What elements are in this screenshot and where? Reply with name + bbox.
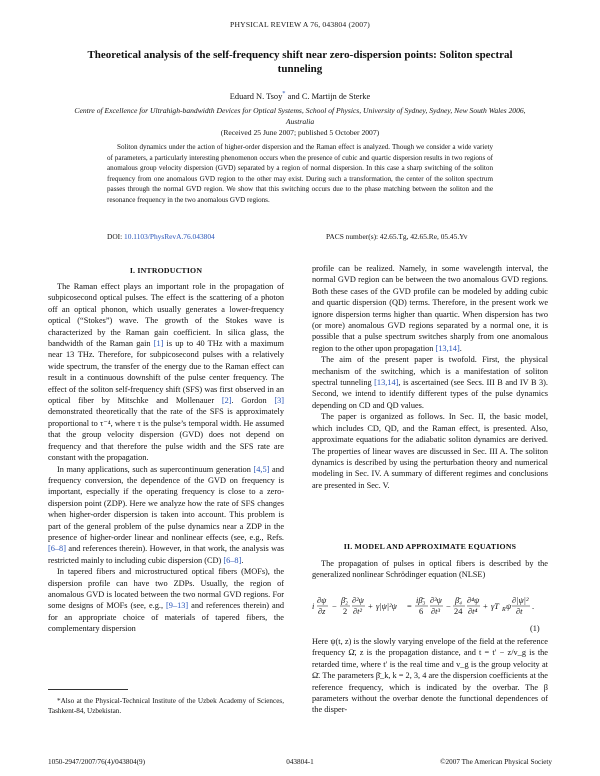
- paper-title: Theoretical analysis of the self-frequency shift near zero-dispersion points: Soliton spectral tunneling: [87, 49, 513, 75]
- svg-text:γ|ψ|²ψ: γ|ψ|²ψ: [376, 602, 397, 611]
- equation-number: (1): [530, 624, 540, 633]
- right-paragraph-3: The paper is organized as follows. In Sec. II, the basic model, which includes CD, QD, and the Raman effect, is presented. Also, approximate equations for the adiabatic soliton dynamics are derived. The properties of linear waves are discussed in Sec. III A. The soliton dynamics is described by using the perturbation theory and numerical modeling in Sec. IV. A summary of different regimes and conclusions are presented in Sec. V.: [312, 412, 548, 490]
- svg-text:∂ψ: ∂ψ: [317, 596, 327, 605]
- svg-text:.: .: [532, 602, 535, 611]
- doi-label: DOI:: [107, 232, 125, 241]
- svg-text:∂²ψ: ∂²ψ: [352, 596, 364, 605]
- intro-paragraph-2: In many applications, such as supercontinuum generation [4,5] and frequency conversion, the dependence of the GVD on frequency is important, especially if the operating frequency is close to a zero-dispersion point (ZDP). Here we analyze how the rate of SFS changes when higher-order dispersion is taken into account. This problem is part of the general problem of the pulse dynamics near a ZDP in the presence of higher-order linear and nonlinear effects (see, e.g., Refs. [6–8] and references therein). However, in that work, the analysis was restricted mainly to including cubic dispersion (CD) [6–8].: [48, 464, 284, 565]
- svg-text:24: 24: [454, 607, 463, 616]
- intro-paragraph-1: The Raman effect plays an important role in the propagation of subpicosecond optical pulses. The effect is the scattering of a photon off an optical phonon, which usually generates a lower-frequency optical (“Stokes”) wave. The growth of the Stokes wave is characterized by the Raman gain coefficient. In silica glass, the bandwidth of the Raman gain [1] is up to 40 THz with a maximum near 13 THz. Therefore, for subpicosecond pulses with a relatively wide spectrum, the transfer of the energy due to the Raman effect can result in a continuous downshift of the pulse center frequency. The effect of the soliton self-frequency shift (SFS) was first observed in an optical fiber by Mitschke and Mollenauer [2]. Gordon [3] demonstrated theoretically that the rate of the SFS is approximately proportional to τ⁻⁴, where τ is the pulse’s temporal width. He assumed that the group velocity dispersion (GVD) does not depend on frequency and that therefore the pulse width and the SFS rate are constant with the propagation.: [48, 282, 284, 463]
- svg-text:R: R: [502, 607, 506, 613]
- svg-text:2: 2: [343, 607, 348, 616]
- right-paragraph-2: The aim of the present paper is twofold. First, the physical mechanism of the switching, which is a manifestation of soliton spectral tunneling [13,14], is ascertained (see Secs. III B and IV B 3). Second, we intend to identify different types of the pulse dynamics depending on CD and QD values.: [312, 355, 548, 410]
- svg-text:∂|ψ|²: ∂|ψ|²: [512, 596, 529, 605]
- svg-text:γT: γT: [491, 602, 499, 611]
- model-continuation: [312, 636, 548, 716]
- citation-link[interactable]: [6–8]: [223, 555, 242, 565]
- svg-text:+: +: [368, 602, 373, 611]
- citation-link[interactable]: [3]: [274, 396, 284, 406]
- svg-text:−: −: [332, 602, 337, 611]
- model-paragraph-2: Here ψ(t, z) is the slowly varying envelope of the field at the reference frequency Ω̄, z is the propagation distance, and t = t′ − z/v_g is the retarded time, where t′ is the real time and v_g is the group velocity at Ω̄. The parameters β̄_k, k = 2, 3, 4 are the dispersion coefficients at the reference frequency, which is indicated by the overbar. The β parameters without the overbar denote the functional dependences of the disper-: [312, 637, 548, 715]
- citation-link[interactable]: [13,14]: [435, 343, 460, 353]
- footnote-marker-link[interactable]: *: [282, 90, 286, 97]
- author-name-second: and C. Martijn de Sterke: [285, 91, 371, 101]
- svg-text:6: 6: [419, 607, 424, 616]
- svg-text:∂⁴ψ: ∂⁴ψ: [467, 596, 480, 605]
- svg-text:∂t: ∂t: [516, 607, 523, 616]
- svg-text:i: i: [312, 602, 315, 611]
- citation-link[interactable]: [9–13]: [166, 601, 189, 611]
- footnote: *Also at the Physical-Technical Institute of the Uzbek Academy of Sciences, Tashkent-84, Uzbekistan.: [48, 697, 284, 715]
- svg-text:β̄₄: β̄₄: [455, 596, 463, 605]
- author-line: [0, 90, 600, 101]
- doi-link[interactable]: 10.1103/PhysRevA.76.043804: [124, 232, 215, 241]
- footer-page-number: 043804-1: [286, 758, 314, 766]
- pacs-numbers: PACS number(s): 42.65.Tg, 42.65.Re, 05.45.Yv: [326, 232, 468, 241]
- footer-copyright: ©2007 The American Physical Society: [440, 758, 552, 766]
- footer-issn: 1050-2947/2007/76(4)/043804(9): [48, 758, 146, 766]
- citation-link[interactable]: [6–8]: [48, 544, 66, 554]
- citation-link[interactable]: [1]: [153, 339, 164, 349]
- author-name-first: Eduard N. Tsoy: [229, 91, 283, 101]
- right-paragraph-1: profile can be realized. Namely, in some wavelength interval, the normal GVD region can be between the two anomalous GVD regions. Both these cases of the GVD profile can be modeled by adding cubic and quartic dispersion (QD) terms. Therefore, in the present work we ignore dispersion terms higher than quartic. When dispersion has two (or more) anomalous GVD regions separated by a normal one, it is possible that a pulse spectrum switches sharply from one anomalous region to the other upon propagation [13,14].: [312, 264, 548, 353]
- affiliation: Centre of Excellence for Ultrahigh-bandwidth Devices for Optical Systems, School of Physics, University of Sydney, Sydney, New South Wales 2006, Australia: [74, 106, 526, 126]
- svg-text:iβ̄₃: iβ̄₃: [416, 596, 426, 605]
- footnote-divider: [48, 689, 128, 690]
- model-intro: [312, 558, 548, 581]
- doi-line: [107, 232, 215, 241]
- svg-text:∂z: ∂z: [318, 607, 326, 616]
- svg-text:∂t³: ∂t³: [431, 607, 440, 616]
- svg-text:−: −: [446, 602, 451, 611]
- section-heading-introduction: I. INTRODUCTION: [129, 266, 203, 275]
- abstract: Soliton dynamics under the action of higher-order dispersion and the Raman effect is analyzed. Though we consider a wide variety of parameters, a particularly interesting phenomenon occurs when the presence of cubic and quartic dispersion results in two regions of anomalous group velocity dispersion (GVD) separated by a region of normal dispersion. In this case a sharp switching of the soliton frequency from one anomalous GVD region to the other may exist. During such a transformation, the center of the soliton spectrum passes through the normal GVD region. We show that this switching occurs due to the phase matching between the soliton and the resonance frequency in the two anomalous GVD regions.: [107, 143, 493, 204]
- nlse-equation: [312, 590, 552, 626]
- svg-text:+: +: [483, 602, 488, 611]
- journal-header: PHYSICAL REVIEW A 76, 043804 (2007): [230, 20, 370, 29]
- svg-text:=: =: [407, 602, 412, 611]
- svg-text:ψ: ψ: [506, 602, 512, 611]
- left-column: [48, 281, 284, 635]
- right-column: [312, 263, 548, 491]
- section-heading-model: II. MODEL AND APPROXIMATE EQUATIONS: [343, 542, 517, 551]
- intro-paragraph-3: In tapered fibers and microstructured optical fibers (MOFs), the dispersion profile can have two ZDPs. Usually, the region of anomalous GVD is located between the two normal GVD regions. For some designs of MOFs (see, e.g., [9–13] and references therein) and for an appropriate choice of materials of tapered fibers, the complementary dispersion: [48, 567, 284, 634]
- model-paragraph: The propagation of pulses in optical fibers is described by the generalized nonlinear Schrödinger equation (NLSE): [312, 559, 548, 580]
- svg-text:∂³ψ: ∂³ψ: [430, 596, 442, 605]
- svg-text:∂t²: ∂t²: [353, 607, 362, 616]
- svg-text:β̄₂: β̄₂: [341, 596, 349, 605]
- citation-link[interactable]: [13,14]: [374, 378, 399, 388]
- received-dates: (Received 25 June 2007; published 5 October 2007): [220, 128, 380, 137]
- citation-link[interactable]: [4,5]: [253, 464, 270, 474]
- citation-link[interactable]: [2]: [221, 396, 232, 406]
- svg-text:∂t⁴: ∂t⁴: [468, 607, 478, 616]
